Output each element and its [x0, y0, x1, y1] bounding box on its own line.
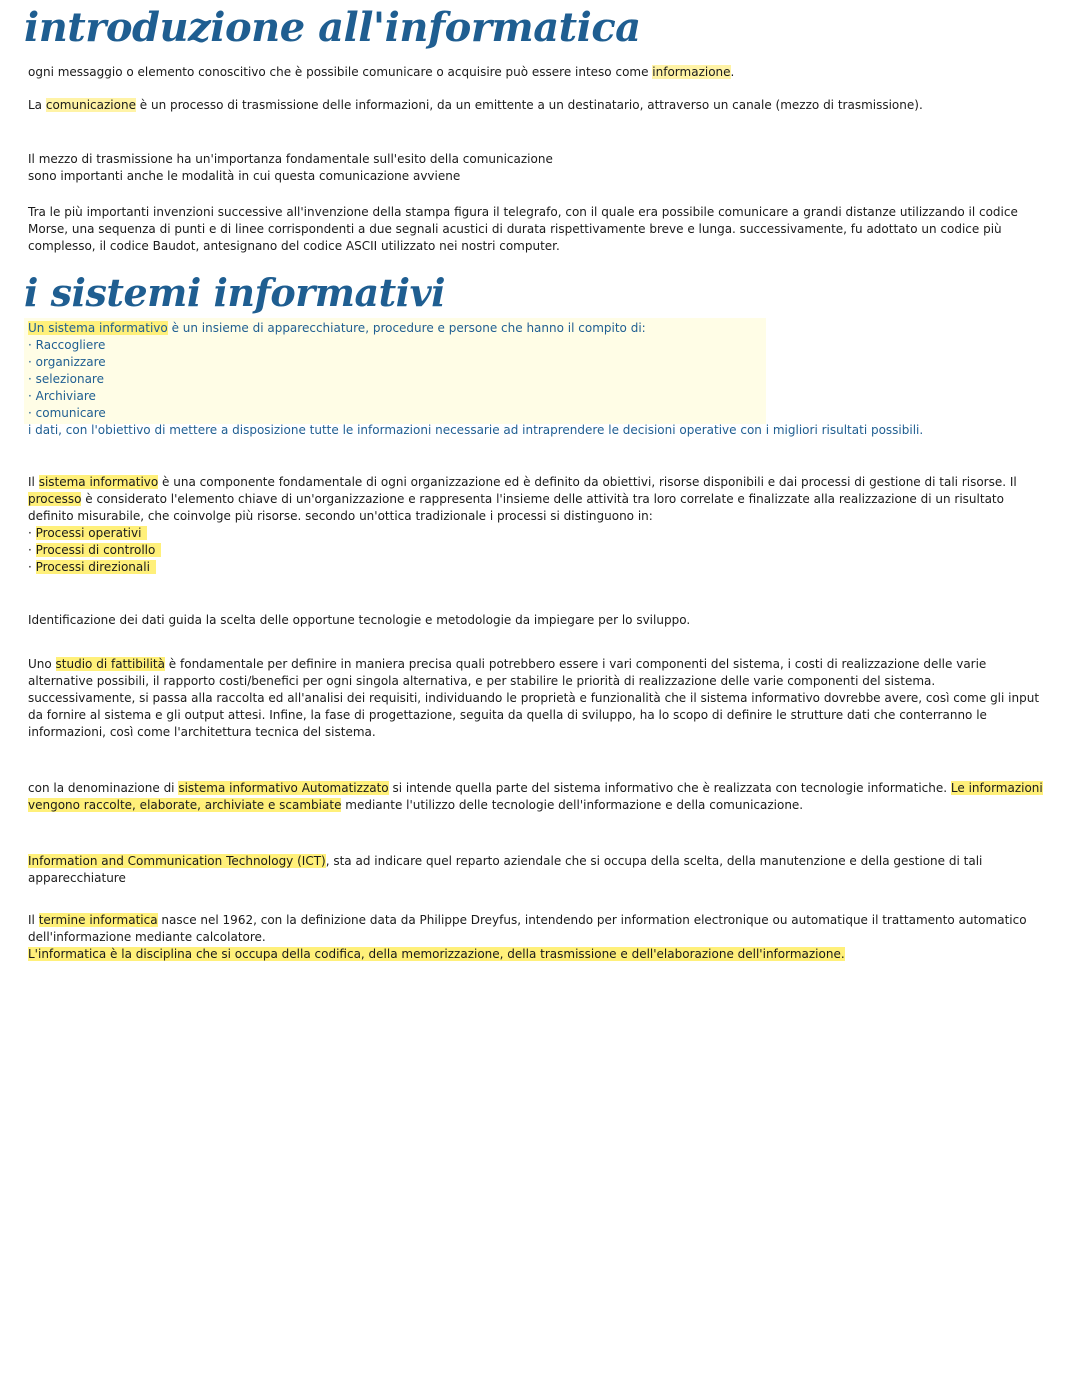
- paragraph-sia: [28, 780, 1048, 814]
- text: nasce nel 1962, con la definizione data da Philippe Dreyfus, intendendo per information electronique ou automatique il trattamento automatico dell'informazione mediante calcolatore.: [28, 913, 1027, 944]
- highlight-ict: Information and Communication Technology (ICT): [28, 854, 326, 868]
- list-item: · organizzare: [28, 354, 1048, 371]
- highlight-studio-fattibilita: studio di fattibilità: [55, 657, 165, 671]
- highlight-definizione-informatica: L'informatica è la disciplina che si occupa della codifica, della memorizzazione, della trasmissione e dell'elaborazione dell'informazione.: [28, 947, 845, 961]
- list-item: · Raccogliere: [28, 337, 1048, 354]
- highlight-comunicazione: comunicazione: [45, 98, 136, 112]
- text: sono importanti anche le modalità in cui questa comunicazione avviene: [28, 169, 461, 183]
- highlight-informazione: informazione: [652, 65, 731, 79]
- text: successivamente, si passa alla raccolta ed all'analisi dei requisiti, individuando le proprietà e funzionalità che il sistema informativo dovrebbe avere, così come gli input da fornire al sistema e gli output attesi. Infine, la fase di progettazione, seguita da quella di sviluppo, ha lo scopo di definire le strutture dati che conterranno le informazioni, così come l'architettura tecnica del sistema.: [28, 691, 1040, 739]
- text: è un processo di trasmissione delle informazioni, da un emittente a un destinatario, attraverso un canale (mezzo di trasmissione).: [135, 98, 923, 112]
- text: i dati, con l'obiettivo di mettere a disposizione tutte le informazioni necessarie ad intraprendere le decisioni operative con i migliori risultati possibili.: [28, 423, 924, 437]
- paragraph-ict: [28, 853, 1048, 887]
- text: , sta ad indicare quel reparto aziendale che si occupa della scelta, della manutenzione e della gestione di tali apparecchiature: [28, 854, 983, 885]
- text: si intende quella parte del sistema informativo che è realizzata con tecnologie informatiche.: [388, 781, 951, 795]
- paragraph-sistema-informativo: [28, 320, 1048, 439]
- title-sistemi-informativi: i sistemi informativi: [24, 270, 446, 315]
- list-item: [28, 525, 1048, 542]
- highlight-informazioni: Le informazioni vengono raccolte, elaborate, archiviate e scambiate: [28, 781, 1043, 812]
- text: Il: [28, 475, 39, 489]
- text: è considerato l'elemento chiave di un'organizzazione e rappresenta l'insieme delle attività tra loro correlate e finalizzate alla realizzazione di un risultato definito misurabile, che coinvolge più risorse. secondo un'ottica tradizionale i processi si distinguono in:: [28, 492, 1004, 523]
- list-item: · comunicare: [28, 405, 1048, 422]
- paragraph-telegrafo: Tra le più importanti invenzioni successive all'invenzione della stampa figura il telegrafo, con il quale era possibile comunicare a grandi distanze utilizzando il codice Morse, una sequenza di punti e di linee corrispondenti a due segnali acustici di durata rispettivamente breve e lunga. successivamente, fu adottato un codice più complesso, il codice Baudot, antesignano del codice ASCII utilizzato nei nostri computer.: [28, 205, 1018, 253]
- paragraph-fattibilita: [28, 656, 1048, 741]
- paragraph-comunicazione: [28, 97, 1048, 114]
- highlight-processo: processo: [28, 492, 82, 506]
- highlight-item: Processi operativi: [36, 526, 148, 540]
- list-item: [28, 559, 1048, 576]
- text: è una componente fondamentale di ogni organizzazione ed è definito da obiettivi, risorse disponibili e dai processi di gestione di tali risorse. Il: [158, 475, 1017, 489]
- list-item: · Archiviare: [28, 388, 1048, 405]
- highlight-termine-informatica: termine informatica: [38, 913, 158, 927]
- highlight-item: Processi direzionali: [36, 560, 156, 574]
- paragraph-informazione: [28, 64, 1048, 81]
- text: ogni messaggio o elemento conoscitivo che è possibile comunicare o acquisire può essere inteso come: [28, 65, 653, 79]
- text: mediante l'utilizzo delle tecnologie dell'informazione e della comunicazione.: [341, 798, 804, 812]
- highlight-sistema-informativo: Un sistema informativo: [28, 321, 168, 335]
- highlight-sistema-informativo: sistema informativo: [38, 475, 159, 489]
- text: Il mezzo di trasmissione ha un'importanza fondamentale sull'esito della comunicazione: [28, 152, 553, 166]
- text: è un insieme di apparecchiature, procedure e persone che hanno il compito di:: [167, 321, 646, 335]
- paragraph-processi: [28, 474, 1048, 576]
- list-item: [28, 542, 1048, 559]
- text: è fondamentale per definire in maniera precisa quali potrebbero essere i vari componenti del sistema, i costi di realizzazione delle varie alternative possibili, il rapporto costi/benefici per ogni singola alternativa, e per stabilire le priorità di realizzazione delle varie componenti del sistema.: [28, 657, 987, 688]
- highlight-item: Processi di controllo: [36, 543, 162, 557]
- compiti-list: [28, 337, 1048, 422]
- paragraph-informatica: [28, 912, 1048, 963]
- text: con la denominazione di: [28, 781, 179, 795]
- paragraph-mezzo-trasmissione: [28, 151, 1048, 185]
- processi-list: [28, 525, 1048, 576]
- text: La: [28, 98, 46, 112]
- text: Uno: [28, 657, 56, 671]
- list-item: · selezionare: [28, 371, 1048, 388]
- paragraph-identificazione: Identificazione dei dati guida la scelta delle opportune tecnologie e metodologie da impiegare per lo sviluppo.: [28, 613, 691, 627]
- title-introduzione: introduzione all'informatica: [24, 4, 641, 51]
- text: .: [730, 65, 735, 79]
- highlight-sia: sistema informativo Automatizzato: [178, 781, 389, 795]
- text: Il: [28, 913, 39, 927]
